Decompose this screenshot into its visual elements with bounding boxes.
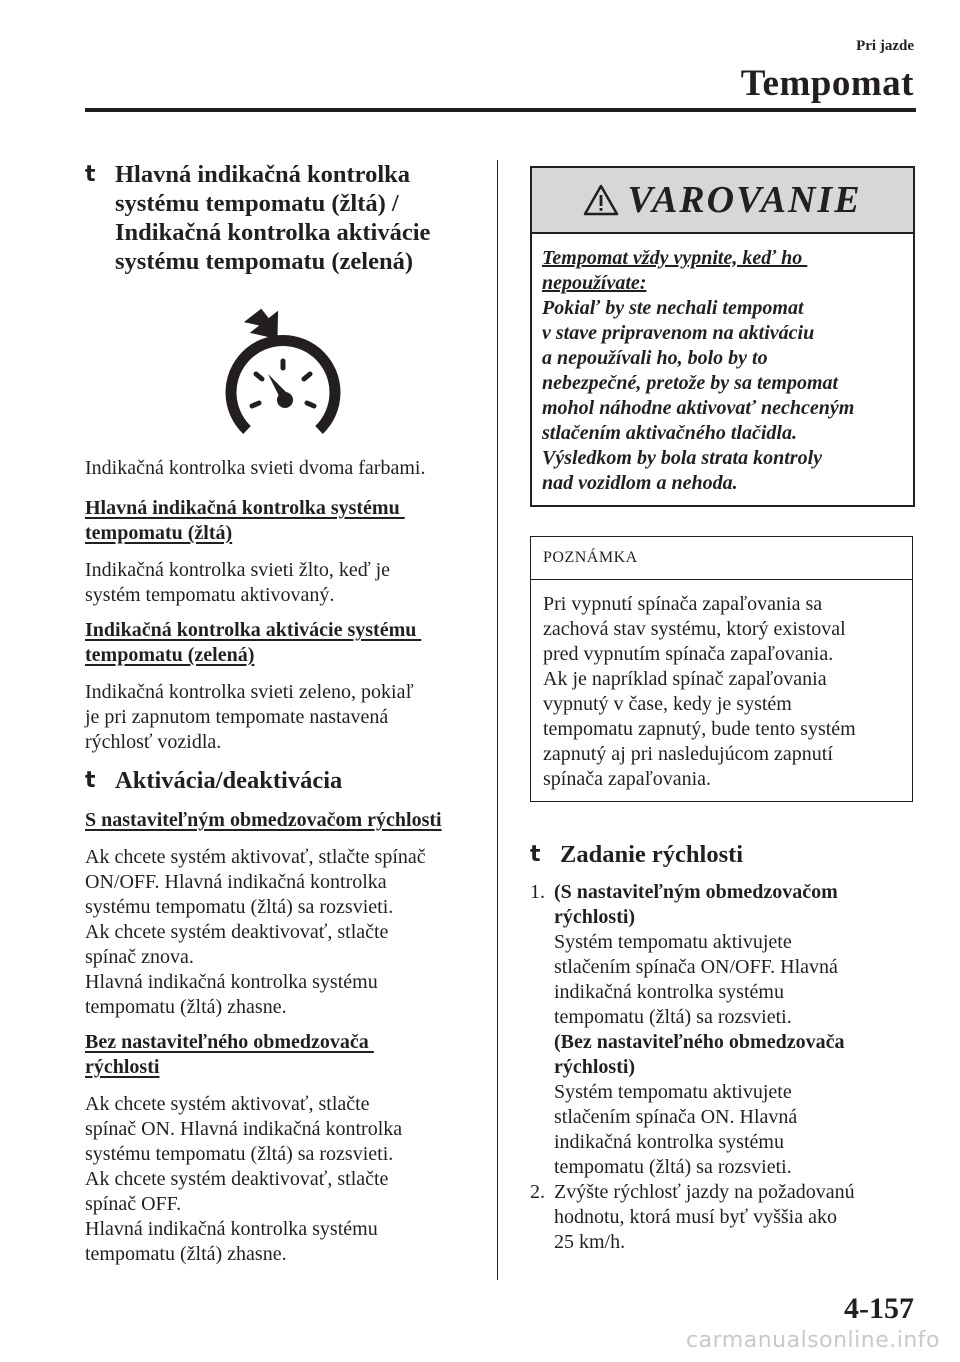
heading-bullet: t <box>85 162 96 187</box>
note-line: vypnutý v čase, kedy je systém <box>543 693 792 715</box>
body-line: rýchlosť vozidla. <box>85 731 222 753</box>
warning-line: a nepoužívali ho, bolo by to <box>542 347 768 369</box>
intro-text: Indikačná kontrolka svieti dvoma farbami. <box>85 457 426 479</box>
list-line: Systém tempomatu aktivujete <box>554 931 792 953</box>
note-line: tempomatu zapnutý, bude tento systém <box>543 718 856 740</box>
note-box <box>530 536 913 802</box>
subheading-line: Indikačná kontrolka aktivácie systému <box>85 619 422 641</box>
numbered-list <box>530 880 915 1255</box>
watermark: carmanualsonline.info <box>686 1328 940 1353</box>
body-line: spínač znova. <box>85 946 194 968</box>
heading-text: Zadanie rýchlosti <box>560 841 744 868</box>
list-line: hodnotu, ktorá musí byť vyššia ako <box>554 1206 837 1228</box>
body-line: tempomatu (žltá) zhasne. <box>85 996 287 1018</box>
subheading-line: tempomatu (zelená) <box>85 644 255 666</box>
body-line: Ak chcete systém aktivovať, stlačte spínač <box>85 846 426 868</box>
body-line: systému tempomatu (žltá) sa rozsvieti. <box>85 1143 394 1165</box>
warning-title: VAROVANIE <box>627 179 862 221</box>
warning-triangle-icon <box>583 184 619 216</box>
list-line: (Bez nastaviteľného obmedzovača <box>554 1031 845 1053</box>
body-line: Indikačná kontrolka svieti žlto, keď je <box>85 559 391 581</box>
speed-setting-heading <box>530 840 915 869</box>
note-line: pred vypnutím spínača zapaľovania. <box>543 643 834 665</box>
body-line: systému tempomatu (žltá) sa rozsvieti. <box>85 896 394 918</box>
body-line: Ak chcete systém deaktivovať, stlačte <box>85 921 389 943</box>
note-line: zapnutý aj pri nasledujúcom zapnutí <box>543 743 833 765</box>
note-title: POZNÁMKA <box>531 537 912 580</box>
column-divider <box>497 160 498 1280</box>
body-line: Hlavná indikačná kontrolka systému <box>85 1218 378 1240</box>
list-item <box>530 880 915 1180</box>
list-line: tempomatu (žltá) sa rozsvieti. <box>554 1156 792 1178</box>
note-line: spínača zapaľovania. <box>543 768 712 790</box>
list-line: Systém tempomatu aktivujete <box>554 1081 792 1103</box>
list-line: stlačením spínača ON/OFF. Hlavná <box>554 956 838 978</box>
body-line: je pri zapnutom tempomate nastavená <box>85 706 389 728</box>
warning-line: nad vozidlom a nehoda. <box>542 472 738 494</box>
body-line: Ak chcete systém aktivovať, stlačte <box>85 1093 370 1115</box>
heading-line: systému tempomatu (zelená) <box>115 248 414 275</box>
page-number: 4-157 <box>844 1292 914 1325</box>
body-line: Hlavná indikačná kontrolka systému <box>85 971 378 993</box>
warning-line: Výsledkom by bola strata kontroly <box>542 447 822 469</box>
list-line: indikačná kontrolka systému <box>554 981 784 1003</box>
body-line: Indikačná kontrolka svieti zeleno, pokiaľ <box>85 681 414 703</box>
list-line: rýchlosti) <box>554 1056 636 1078</box>
section-label: Pri jazde <box>856 38 914 54</box>
list-line: 25 km/h. <box>554 1231 626 1253</box>
warning-line: Pokiaľ by ste nechali tempomat <box>542 297 804 319</box>
green-subsection <box>85 618 480 755</box>
subheading-line: tempomatu (žltá) <box>85 522 233 544</box>
header-rule <box>85 108 916 112</box>
warning-line: v stave pripravenom na aktiváciu <box>542 322 815 344</box>
without-limiter-subsection <box>85 1030 480 1267</box>
subheading-line: Bez nastaviteľného obmedzovača <box>85 1031 374 1053</box>
activation-heading <box>85 766 480 795</box>
list-line: (S nastaviteľným obmedzovačom <box>554 881 838 903</box>
subheading-line: rýchlosti <box>85 1056 160 1078</box>
indicator-heading <box>85 160 480 276</box>
heading-text: Aktivácia/deaktivácia <box>115 767 343 794</box>
note-line: Pri vypnutí spínača zapaľovania sa <box>543 593 823 615</box>
subheading-line: Hlavná indikačná kontrolka systému <box>85 497 405 519</box>
warning-line: stlačením aktivačného tlačidla. <box>542 422 797 444</box>
heading-line: Hlavná indikačná kontrolka <box>115 161 411 188</box>
heading-line: Indikačná kontrolka aktivácie <box>115 219 431 246</box>
note-body <box>531 580 912 792</box>
warning-body <box>532 234 913 496</box>
list-line: indikačná kontrolka systému <box>554 1131 784 1153</box>
body-line: tempomatu (žltá) zhasne. <box>85 1243 287 1265</box>
heading-bullet: t <box>530 842 541 867</box>
body-line: Ak chcete systém deaktivovať, stlačte <box>85 1168 389 1190</box>
subheading-line: S nastaviteľným obmedzovačom rýchlosti <box>85 809 442 831</box>
with-limiter-subsection <box>85 808 480 1020</box>
body-line: ON/OFF. Hlavná indikačná kontrolka <box>85 871 387 893</box>
warning-line: nebezpečné, pretože by sa tempomat <box>542 372 839 394</box>
list-item <box>530 1180 915 1255</box>
list-line: Zvýšte rýchlosť jazdy na požadovanú <box>554 1181 855 1203</box>
warning-line: mohol náhodne aktivovať nechceným <box>542 397 855 419</box>
body-line: spínač OFF. <box>85 1193 182 1215</box>
heading-bullet: t <box>85 768 96 793</box>
list-number: 1. <box>530 881 545 903</box>
list-line: rýchlosti) <box>554 906 636 928</box>
body-line: systém tempomatu aktivovaný. <box>85 584 335 606</box>
note-line: Ak je napríklad spínač zapaľovania <box>543 668 827 690</box>
warning-box <box>530 166 915 507</box>
note-line: zachová stav systému, ktorý existoval <box>543 618 846 640</box>
cruise-control-speedometer-icon <box>222 308 342 438</box>
warning-lead-line: nepoužívate: <box>542 272 647 294</box>
heading-line: systému tempomatu (žltá) / <box>115 190 399 217</box>
yellow-subsection <box>85 496 480 608</box>
list-number: 2. <box>530 1181 545 1203</box>
body-line: spínač ON. Hlavná indikačná kontrolka <box>85 1118 403 1140</box>
page-title: Tempomat <box>740 63 914 104</box>
warning-lead-line: Tempomat vždy vypnite, keď ho <box>542 247 808 269</box>
warning-header <box>532 168 913 234</box>
list-line: stlačením spínača ON. Hlavná <box>554 1106 798 1128</box>
list-line: tempomatu (žltá) sa rozsvieti. <box>554 1006 792 1028</box>
